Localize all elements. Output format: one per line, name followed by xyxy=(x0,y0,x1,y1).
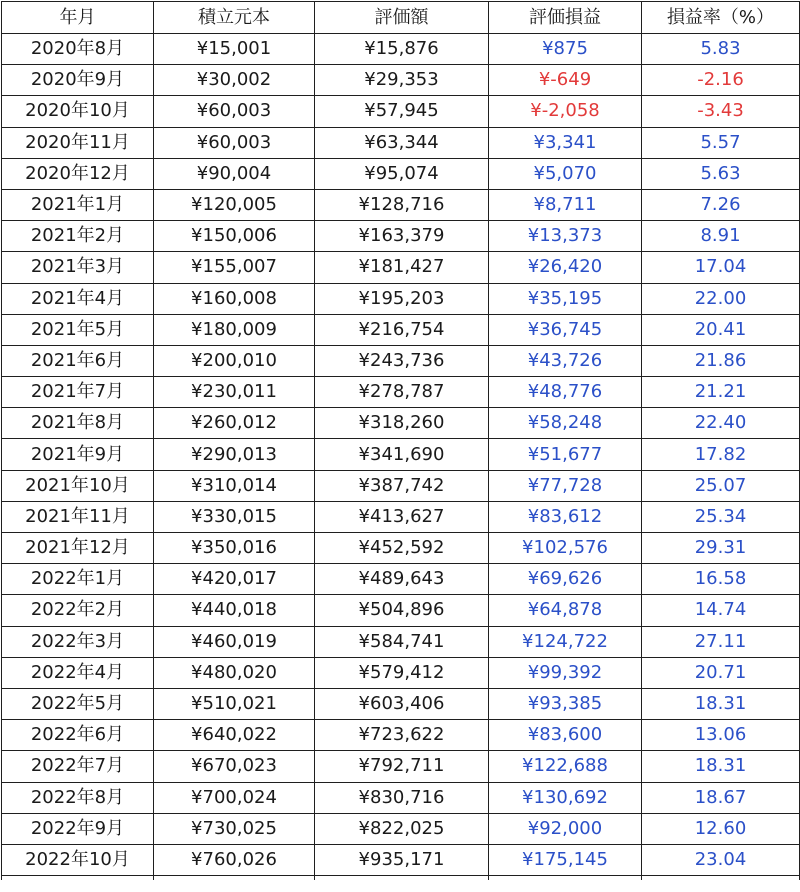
cell-principal: ¥760,026 xyxy=(154,844,315,875)
cell-gain: ¥130,692 xyxy=(489,782,642,813)
cell-rate: 5.57 xyxy=(642,127,800,158)
cell-principal: ¥180,009 xyxy=(154,314,315,345)
cell-rate: 21.21 xyxy=(642,377,800,408)
cell-month: 2020年11月 xyxy=(2,127,154,158)
cell-rate: 18.67 xyxy=(642,782,800,813)
cell-rate: -2.16 xyxy=(642,65,800,96)
cell-month: 2022年7月 xyxy=(2,751,154,782)
cell-rate: 17.04 xyxy=(642,252,800,283)
cell-month: 2022年10月 xyxy=(2,844,154,875)
cell-month: 2021年1月 xyxy=(2,189,154,220)
cell-month: 2021年11月 xyxy=(2,501,154,532)
cell-rate: 25.34 xyxy=(642,501,800,532)
cell-valuation: ¥935,171 xyxy=(315,844,489,875)
cell-empty xyxy=(489,876,642,881)
cell-principal: ¥230,011 xyxy=(154,377,315,408)
cell-principal: ¥730,025 xyxy=(154,813,315,844)
cell-empty xyxy=(2,876,154,881)
cell-rate: 25.07 xyxy=(642,470,800,501)
table-row xyxy=(2,470,800,501)
cell-gain: ¥175,145 xyxy=(489,844,642,875)
cell-principal: ¥30,002 xyxy=(154,65,315,96)
cell-month: 2021年3月 xyxy=(2,252,154,283)
cell-valuation: ¥181,427 xyxy=(315,252,489,283)
cell-valuation: ¥318,260 xyxy=(315,408,489,439)
cell-gain: ¥58,248 xyxy=(489,408,642,439)
cell-principal: ¥350,016 xyxy=(154,533,315,564)
cell-valuation: ¥278,787 xyxy=(315,377,489,408)
cell-gain: ¥36,745 xyxy=(489,314,642,345)
cell-gain: ¥69,626 xyxy=(489,564,642,595)
table-row xyxy=(2,189,800,220)
cell-valuation: ¥128,716 xyxy=(315,189,489,220)
cell-month: 2021年9月 xyxy=(2,439,154,470)
cell-month: 2021年5月 xyxy=(2,314,154,345)
table-row xyxy=(2,408,800,439)
cell-principal: ¥310,014 xyxy=(154,470,315,501)
cell-valuation: ¥584,741 xyxy=(315,626,489,657)
cell-rate: 5.63 xyxy=(642,158,800,189)
cell-month: 2021年7月 xyxy=(2,377,154,408)
cell-month: 2022年2月 xyxy=(2,595,154,626)
cell-rate: 29.31 xyxy=(642,533,800,564)
cell-gain: ¥48,776 xyxy=(489,377,642,408)
cell-valuation: ¥163,379 xyxy=(315,221,489,252)
cell-principal: ¥510,021 xyxy=(154,688,315,719)
cell-gain: ¥93,385 xyxy=(489,688,642,719)
table-row xyxy=(2,501,800,532)
cell-rate: 16.58 xyxy=(642,564,800,595)
cell-gain: ¥875 xyxy=(489,34,642,65)
cell-month: 2022年6月 xyxy=(2,720,154,751)
table-row xyxy=(2,626,800,657)
cell-month: 2021年2月 xyxy=(2,221,154,252)
cell-empty xyxy=(154,876,315,881)
cell-principal: ¥155,007 xyxy=(154,252,315,283)
cell-valuation: ¥822,025 xyxy=(315,813,489,844)
header-gain: 評価損益 xyxy=(489,2,642,34)
cell-valuation: ¥387,742 xyxy=(315,470,489,501)
cell-valuation: ¥489,643 xyxy=(315,564,489,595)
cell-gain: ¥13,373 xyxy=(489,221,642,252)
cell-rate: 14.74 xyxy=(642,595,800,626)
cell-valuation: ¥243,736 xyxy=(315,345,489,376)
cell-rate: 13.06 xyxy=(642,720,800,751)
cell-rate: 17.82 xyxy=(642,439,800,470)
cell-valuation: ¥95,074 xyxy=(315,158,489,189)
table-row xyxy=(2,688,800,719)
header-principal: 積立元本 xyxy=(154,2,315,34)
table-row xyxy=(2,720,800,751)
cell-gain: ¥5,070 xyxy=(489,158,642,189)
cell-month: 2020年10月 xyxy=(2,96,154,127)
table-body xyxy=(2,34,800,881)
cell-principal: ¥60,003 xyxy=(154,96,315,127)
cell-principal: ¥420,017 xyxy=(154,564,315,595)
header-month: 年月 xyxy=(2,2,154,34)
cell-valuation: ¥63,344 xyxy=(315,127,489,158)
cell-month: 2022年3月 xyxy=(2,626,154,657)
cell-principal: ¥440,018 xyxy=(154,595,315,626)
cell-month: 2022年1月 xyxy=(2,564,154,595)
table-row xyxy=(2,813,800,844)
cell-gain: ¥43,726 xyxy=(489,345,642,376)
cell-gain: ¥99,392 xyxy=(489,657,642,688)
table-row xyxy=(2,252,800,283)
cell-rate: 7.26 xyxy=(642,189,800,220)
cell-valuation: ¥452,592 xyxy=(315,533,489,564)
cell-principal: ¥700,024 xyxy=(154,782,315,813)
cell-gain: ¥3,341 xyxy=(489,127,642,158)
cell-empty xyxy=(315,876,489,881)
cell-principal: ¥15,001 xyxy=(154,34,315,65)
cell-month: 2022年9月 xyxy=(2,813,154,844)
table-header xyxy=(2,2,800,34)
cell-gain: ¥77,728 xyxy=(489,470,642,501)
table-row-partial xyxy=(2,876,800,881)
cell-rate: 23.04 xyxy=(642,844,800,875)
header-valuation: 評価額 xyxy=(315,2,489,34)
cell-rate: 22.40 xyxy=(642,408,800,439)
cell-principal: ¥670,023 xyxy=(154,751,315,782)
cell-principal: ¥330,015 xyxy=(154,501,315,532)
cell-month: 2022年4月 xyxy=(2,657,154,688)
cell-gain: ¥-649 xyxy=(489,65,642,96)
cell-principal: ¥160,008 xyxy=(154,283,315,314)
cell-month: 2020年12月 xyxy=(2,158,154,189)
cell-month: 2020年9月 xyxy=(2,65,154,96)
table-row xyxy=(2,96,800,127)
cell-valuation: ¥723,622 xyxy=(315,720,489,751)
cell-gain: ¥8,711 xyxy=(489,189,642,220)
cell-rate: 5.83 xyxy=(642,34,800,65)
cell-gain: ¥35,195 xyxy=(489,283,642,314)
cell-principal: ¥460,019 xyxy=(154,626,315,657)
cell-valuation: ¥830,716 xyxy=(315,782,489,813)
cell-gain: ¥92,000 xyxy=(489,813,642,844)
cell-principal: ¥200,010 xyxy=(154,345,315,376)
cell-month: 2022年8月 xyxy=(2,782,154,813)
cell-rate: 22.00 xyxy=(642,283,800,314)
header-row xyxy=(2,2,800,34)
table-row xyxy=(2,65,800,96)
cell-valuation: ¥504,896 xyxy=(315,595,489,626)
cell-principal: ¥90,004 xyxy=(154,158,315,189)
cell-month: 2022年5月 xyxy=(2,688,154,719)
table-row xyxy=(2,127,800,158)
cell-month: 2021年8月 xyxy=(2,408,154,439)
table-row xyxy=(2,595,800,626)
cell-valuation: ¥195,203 xyxy=(315,283,489,314)
cell-principal: ¥120,005 xyxy=(154,189,315,220)
cell-month: 2021年6月 xyxy=(2,345,154,376)
cell-valuation: ¥29,353 xyxy=(315,65,489,96)
cell-principal: ¥640,022 xyxy=(154,720,315,751)
table-row xyxy=(2,533,800,564)
cell-gain: ¥64,878 xyxy=(489,595,642,626)
cell-principal: ¥260,012 xyxy=(154,408,315,439)
table-row xyxy=(2,377,800,408)
cell-gain: ¥122,688 xyxy=(489,751,642,782)
cell-valuation: ¥579,412 xyxy=(315,657,489,688)
table-row xyxy=(2,657,800,688)
cell-rate: 18.31 xyxy=(642,751,800,782)
cell-valuation: ¥341,690 xyxy=(315,439,489,470)
cell-empty xyxy=(642,876,800,881)
table-row xyxy=(2,221,800,252)
cell-gain: ¥51,677 xyxy=(489,439,642,470)
table-row xyxy=(2,34,800,65)
table-row xyxy=(2,564,800,595)
cell-valuation: ¥792,711 xyxy=(315,751,489,782)
cell-month: 2021年12月 xyxy=(2,533,154,564)
cell-rate: 27.11 xyxy=(642,626,800,657)
table-row xyxy=(2,283,800,314)
cell-rate: 20.41 xyxy=(642,314,800,345)
header-rate: 損益率（%） xyxy=(642,2,800,34)
cell-gain: ¥102,576 xyxy=(489,533,642,564)
cell-rate: 18.31 xyxy=(642,688,800,719)
cell-principal: ¥60,003 xyxy=(154,127,315,158)
cell-month: 2021年4月 xyxy=(2,283,154,314)
cell-gain: ¥124,722 xyxy=(489,626,642,657)
cell-rate: 12.60 xyxy=(642,813,800,844)
cell-valuation: ¥216,754 xyxy=(315,314,489,345)
investment-table xyxy=(1,1,800,880)
table-row xyxy=(2,844,800,875)
table-row xyxy=(2,345,800,376)
cell-gain: ¥-2,058 xyxy=(489,96,642,127)
cell-rate: -3.43 xyxy=(642,96,800,127)
cell-rate: 21.86 xyxy=(642,345,800,376)
table-row xyxy=(2,782,800,813)
cell-principal: ¥290,013 xyxy=(154,439,315,470)
table-row xyxy=(2,158,800,189)
cell-principal: ¥150,006 xyxy=(154,221,315,252)
cell-valuation: ¥57,945 xyxy=(315,96,489,127)
cell-gain: ¥83,600 xyxy=(489,720,642,751)
cell-rate: 20.71 xyxy=(642,657,800,688)
cell-month: 2021年10月 xyxy=(2,470,154,501)
cell-gain: ¥83,612 xyxy=(489,501,642,532)
cell-valuation: ¥15,876 xyxy=(315,34,489,65)
table-row xyxy=(2,439,800,470)
cell-valuation: ¥413,627 xyxy=(315,501,489,532)
table-row xyxy=(2,751,800,782)
cell-month: 2020年8月 xyxy=(2,34,154,65)
cell-gain: ¥26,420 xyxy=(489,252,642,283)
cell-principal: ¥480,020 xyxy=(154,657,315,688)
table-row xyxy=(2,314,800,345)
cell-rate: 8.91 xyxy=(642,221,800,252)
cell-valuation: ¥603,406 xyxy=(315,688,489,719)
